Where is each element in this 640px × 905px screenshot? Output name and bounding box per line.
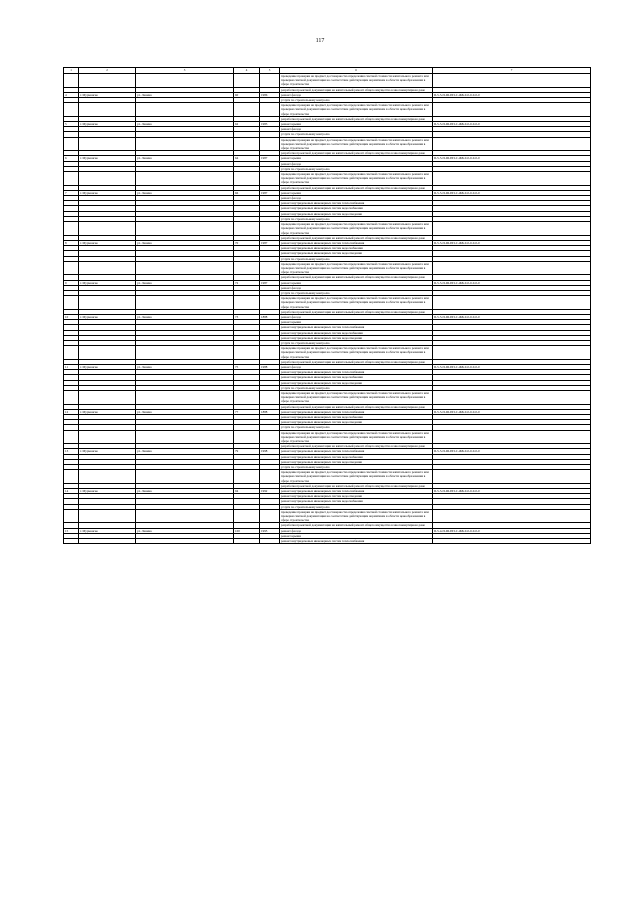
work-type-cell: ремонт внутридомовых инженерных систем водоснабжения	[280, 375, 433, 380]
building-code-cell: II-5-5-П-Ш-ПП-С-ЖБ-0-0-0-0-0-0	[433, 156, 591, 161]
city-cell	[79, 296, 136, 310]
row-number	[64, 470, 79, 484]
work-type-cell: ремонт внутридомовых инженерных систем водоотведения	[280, 420, 433, 425]
year-cell: 1987	[260, 240, 280, 245]
row-number	[64, 539, 79, 544]
work-type-cell: ремонт внутридомовых инженерных систем теплоснабжения	[280, 240, 433, 245]
street-cell	[136, 391, 234, 405]
work-type-cell: ремонт фасада	[280, 314, 433, 319]
work-type-cell: проведение проверки на предмет достоверности определения сметной стоимости капитального ремонта или проверки сметной документации на соответствие действующим нормативам в области ценообразования в сфере строительства	[280, 470, 433, 484]
year-cell: 1988	[260, 364, 280, 369]
work-type-cell: ремонт внутридомовых инженерных систем теплоснабжения	[280, 539, 433, 544]
work-type-cell: услуги по строительному контролю	[280, 340, 433, 345]
work-type-cell: ремонт внутридомовых инженерных систем водоснабжения	[280, 499, 433, 504]
work-type-cell: разработка проектной документации на капитальный ремонт общего имущества в многоквартирном доме	[280, 404, 433, 409]
city-cell	[79, 470, 136, 484]
house-number-cell	[234, 296, 260, 310]
work-type-cell: услуги по строительному контролю	[280, 216, 433, 221]
city-cell: г. Мурманско	[79, 240, 136, 245]
street-cell: ул. Ленина	[136, 92, 234, 97]
work-type-cell: ремонт внутридомовых инженерных систем теплоснабжения	[280, 409, 433, 414]
capital-repair-table	[63, 67, 591, 544]
building-code-cell: II-5-4-П-Ш-ПП-С-ЖБ-0-0-0-0-0-0	[433, 528, 591, 533]
work-type-cell: разработка проектной документации на капитальный ремонт общего имущества в многоквартирном доме	[280, 275, 433, 280]
city-cell: г. Мурманско	[79, 449, 136, 454]
row-number	[64, 346, 79, 360]
city-cell	[79, 137, 136, 151]
street-cell	[136, 470, 234, 484]
building-code-cell: II-5-5-П-Ш-ПП-С-ЖБ-0-0-0-0-0-0	[433, 364, 591, 369]
city-cell: г. Мурманско	[79, 92, 136, 97]
street-cell: ул. Ленина	[136, 190, 234, 195]
table-row	[64, 470, 591, 484]
house-number-cell: 60	[234, 92, 260, 97]
year-cell: 1995	[260, 528, 280, 533]
work-type-cell: разработка проектной документации на капитальный ремонт общего имущества в многоквартирном доме	[280, 116, 433, 121]
column-number: 4	[234, 68, 260, 74]
work-type-cell: ремонт внутридомовых инженерных систем теплоснабжения	[280, 370, 433, 375]
house-number-cell	[234, 261, 260, 275]
row-number: 13	[64, 449, 79, 454]
year-cell	[260, 430, 280, 444]
house-number-cell	[234, 430, 260, 444]
work-type-cell: услуги по строительному контролю	[280, 132, 433, 137]
street-cell	[136, 222, 234, 236]
work-type-cell: разработка проектной документации на капитальный ремонт общего имущества в многоквартирном доме	[280, 185, 433, 190]
table-row	[64, 103, 591, 117]
row-number: 5	[64, 122, 79, 127]
city-cell	[79, 222, 136, 236]
work-type-cell: услуги по строительному контролю	[280, 166, 433, 171]
work-type-cell: ремонт внутридомовых инженерных систем водоснабжения	[280, 206, 433, 211]
work-type-cell: ремонт крыши	[280, 280, 433, 285]
year-cell: 1987	[260, 156, 280, 161]
work-type-cell: разработка проектной документации на капитальный ремонт общего имущества в многоквартирном доме	[280, 87, 433, 92]
table-row	[64, 539, 591, 544]
city-cell: г. Мурманско	[79, 409, 136, 414]
work-type-cell: ремонт внутридомовых инженерных систем теплоснабжения	[280, 325, 433, 330]
city-cell: г. Мурманско	[79, 122, 136, 127]
work-type-cell: ремонт внутридомовых инженерных систем водоотведения	[280, 335, 433, 340]
work-type-cell: проведение проверки на предмет достоверности определения сметной стоимости капитального ремонта или проверки сметной документации на соответствие действующим нормативам в области ценообразования в сфере строительства	[280, 137, 433, 151]
street-cell: ул. Ленина	[136, 449, 234, 454]
street-cell	[136, 261, 234, 275]
table-row	[64, 74, 591, 88]
building-code-cell: II-5-5-П-Ш-ПП-С-ЖБ-0-0-0-0-0-0	[433, 92, 591, 97]
work-type-cell: ремонт внутридомовых инженерных систем теплоснабжения	[280, 449, 433, 454]
year-cell	[260, 296, 280, 310]
house-number-cell	[234, 137, 260, 151]
building-code-cell	[433, 74, 591, 88]
row-number: 4	[64, 92, 79, 97]
building-code-cell	[433, 539, 591, 544]
street-cell	[136, 74, 234, 88]
work-type-cell: проведение проверки на предмет достоверности определения сметной стоимости капитального ремонта или проверки сметной документации на соответствие действующим нормативам в области ценообразования в сфере строительства	[280, 509, 433, 523]
city-cell	[79, 172, 136, 186]
city-cell	[79, 103, 136, 117]
work-type-cell: ремонт внутридомовых инженерных систем водоснабжения	[280, 454, 433, 459]
work-type-cell: ремонт фасада	[280, 364, 433, 369]
work-type-cell: проведение проверки на предмет достоверности определения сметной стоимости капитального ремонта или проверки сметной документации на соответствие действующим нормативам в области ценообразования в сфере строительства	[280, 172, 433, 186]
street-cell	[136, 539, 234, 544]
work-type-cell: проведение проверки на предмет достоверности определения сметной стоимости капитального ремонта или проверки сметной документации на соответствие действующим нормативам в области ценообразования в сфере строительства	[280, 261, 433, 275]
house-number-cell	[234, 103, 260, 117]
year-cell: 1992	[260, 489, 280, 494]
row-number	[64, 137, 79, 151]
building-code-cell: II-5-5-П-Ш-ПП-С-ЖБ-0-0-0-0-0-0	[433, 489, 591, 494]
city-cell: г. Мурманско	[79, 190, 136, 195]
year-cell: 1888	[260, 314, 280, 319]
house-number-cell: 73	[234, 314, 260, 319]
street-cell	[136, 296, 234, 310]
city-cell	[79, 391, 136, 405]
house-number-cell: 70	[234, 240, 260, 245]
building-code-cell	[433, 509, 591, 523]
work-type-cell: услуги по строительному контролю	[280, 465, 433, 470]
work-type-cell: проведение проверки на предмет достоверности определения сметной стоимости капитального ремонта или проверки сметной документации на соответствие действующим нормативам в области ценообразования в сфере строительства	[280, 74, 433, 88]
work-type-cell: услуги по строительному контролю	[280, 385, 433, 390]
house-number-cell: 77	[234, 409, 260, 414]
row-number: 12	[64, 409, 79, 414]
year-cell	[260, 74, 280, 88]
year-cell	[260, 539, 280, 544]
column-number: 5	[260, 68, 280, 74]
street-cell	[136, 430, 234, 444]
row-number: 14	[64, 489, 79, 494]
building-code-cell	[433, 391, 591, 405]
row-number: 6	[64, 156, 79, 161]
row-number: 15	[64, 528, 79, 533]
building-code-cell	[433, 296, 591, 310]
table-row	[64, 137, 591, 151]
year-cell	[260, 103, 280, 117]
city-cell	[79, 509, 136, 523]
work-type-cell: ремонт внутридомовых инженерных систем теплоснабжения	[280, 489, 433, 494]
work-type-cell: проведение проверки на предмет достоверности определения сметной стоимости капитального ремонта или проверки сметной документации на соответствие действующим нормативам в области ценообразования в сфере строительства	[280, 391, 433, 405]
year-cell: 1888	[260, 409, 280, 414]
work-type-cell: ремонт внутридомовых инженерных систем водоотведения	[280, 211, 433, 216]
row-number: 7	[64, 190, 79, 195]
year-cell	[260, 391, 280, 405]
row-number	[64, 222, 79, 236]
work-type-cell: услуги по строительному контролю	[280, 425, 433, 430]
house-number-cell	[234, 391, 260, 405]
building-code-cell: II-5-5-П-Ш-ПП-С-ЖБ-0-0-0-0-0-0	[433, 280, 591, 285]
work-type-cell: ремонт внутридомовых инженерных систем водоснабжения	[280, 246, 433, 251]
work-type-cell: ремонт крыши	[280, 190, 433, 195]
work-type-cell: ремонт фасада	[280, 161, 433, 166]
year-cell: 1987	[260, 280, 280, 285]
work-type-cell: ремонт крыши	[280, 156, 433, 161]
work-type-cell: ремонт внутридомовых инженерных систем водоотведения	[280, 459, 433, 464]
row-number	[64, 430, 79, 444]
work-type-cell: разработка проектной документации на капитальный ремонт общего имущества в многоквартирном доме	[280, 483, 433, 488]
house-number-cell: 100	[234, 528, 260, 533]
year-cell	[260, 346, 280, 360]
row-number	[64, 172, 79, 186]
house-number-cell: 62	[234, 122, 260, 127]
work-type-cell: ремонт внутридомовых инженерных систем водоотведения	[280, 251, 433, 256]
street-cell: ул. Ленина	[136, 528, 234, 533]
house-number-cell	[234, 539, 260, 544]
row-number	[64, 261, 79, 275]
street-cell	[136, 103, 234, 117]
building-code-cell: II-5-5-П-Ш-ПП-С-ЖБ-0-0-0-0-0-0	[433, 190, 591, 195]
table-row	[64, 172, 591, 186]
city-cell	[79, 430, 136, 444]
year-cell	[260, 222, 280, 236]
table-row	[64, 222, 591, 236]
city-cell: г. Мурманско	[79, 364, 136, 369]
column-number: 7	[433, 68, 591, 74]
work-type-cell: разработка проектной документации на капитальный ремонт общего имущества в многоквартирном доме	[280, 359, 433, 364]
row-number: 8	[64, 240, 79, 245]
row-number	[64, 509, 79, 523]
year-cell: 1987	[260, 190, 280, 195]
house-number-cell: 75	[234, 364, 260, 369]
column-number: 1	[64, 68, 79, 74]
work-type-cell: разработка проектной документации на капитальный ремонт общего имущества в многоквартирном доме	[280, 444, 433, 449]
building-code-cell: II-5-5-П-Ш-ПП-С-ЖБ-0-0-0-0-0-0	[433, 314, 591, 319]
work-type-cell: разработка проектной документации на капитальный ремонт общего имущества в многоквартирном доме	[280, 523, 433, 528]
work-type-cell: проведение проверки на предмет достоверности определения сметной стоимости капитального ремонта или проверки сметной документации на соответствие действующим нормативам в области ценообразования в сфере строительства	[280, 346, 433, 360]
street-cell	[136, 509, 234, 523]
work-type-cell: ремонт фасада	[280, 528, 433, 533]
column-number: 3	[136, 68, 234, 74]
column-number: 6	[280, 68, 433, 74]
table-row	[64, 430, 591, 444]
work-type-cell: ремонт фасада	[280, 196, 433, 201]
street-cell: ул. Ленина	[136, 240, 234, 245]
city-cell: г. Мурманско	[79, 280, 136, 285]
row-number	[64, 391, 79, 405]
page-number: 117	[315, 38, 325, 44]
work-type-cell: ремонт фасада	[280, 285, 433, 290]
work-type-cell: ремонт внутридомовых инженерных систем водоснабжения	[280, 330, 433, 335]
street-cell: ул. Ленина	[136, 314, 234, 319]
year-cell	[260, 261, 280, 275]
street-cell: ул. Ленина	[136, 489, 234, 494]
city-cell: г. Мурманско	[79, 156, 136, 161]
work-type-cell: разработка проектной документации на капитальный ремонт общего имущества в многоквартирном доме	[280, 235, 433, 240]
work-type-cell: ремонт крыши	[280, 122, 433, 127]
table-row	[64, 509, 591, 523]
building-code-cell	[433, 261, 591, 275]
city-cell: г. Мурманско	[79, 528, 136, 533]
house-number-cell	[234, 470, 260, 484]
street-cell	[136, 137, 234, 151]
street-cell: ул. Ленина	[136, 364, 234, 369]
year-cell	[260, 137, 280, 151]
work-type-cell: услуги по строительному контролю	[280, 504, 433, 509]
work-type-cell: ремонт внутридомовых инженерных систем водоотведения	[280, 494, 433, 499]
house-number-cell: 79	[234, 449, 260, 454]
year-cell: 1986	[260, 92, 280, 97]
row-number	[64, 74, 79, 88]
building-code-cell	[433, 430, 591, 444]
house-number-cell	[234, 509, 260, 523]
building-code-cell: II-5-5-П-Ш-ПП-С-ЖБ-0-0-0-0-0-0	[433, 240, 591, 245]
year-cell: 1998	[260, 449, 280, 454]
street-cell	[136, 172, 234, 186]
work-type-cell: услуги по строительному контролю	[280, 98, 433, 103]
table-row	[64, 296, 591, 310]
building-code-cell	[433, 346, 591, 360]
building-code-cell: II-5-5-П-Ш-ПП-С-ЖБ-0-0-0-0-0-0	[433, 449, 591, 454]
work-type-cell: разработка проектной документации на капитальный ремонт общего имущества в многоквартирном доме	[280, 309, 433, 314]
year-cell	[260, 470, 280, 484]
city-cell	[79, 539, 136, 544]
building-code-cell	[433, 470, 591, 484]
table-row	[64, 346, 591, 360]
work-type-cell: проведение проверки на предмет достоверности определения сметной стоимости капитального ремонта или проверки сметной документации на соответствие действующим нормативам в области ценообразования в сфере строительства	[280, 222, 433, 236]
building-code-cell	[433, 137, 591, 151]
street-cell: ул. Ленина	[136, 409, 234, 414]
row-number	[64, 103, 79, 117]
city-cell: г. Мурманско	[79, 314, 136, 319]
house-number-cell: 64	[234, 156, 260, 161]
house-number-cell: 72	[234, 280, 260, 285]
row-number: 9	[64, 280, 79, 285]
work-type-cell: ремонт внутридомовых инженерных систем теплоснабжения	[280, 201, 433, 206]
building-code-cell: II-5-5-П-Ш-ПП-С-ЖБ-0-0-0-0-0-0	[433, 122, 591, 127]
house-number-cell	[234, 346, 260, 360]
building-code-cell: II-5-5-П-Ш-ПП-С-ЖБ-0-0-0-0-0-0	[433, 409, 591, 414]
street-cell	[136, 346, 234, 360]
work-type-cell: ремонт внутридомовых инженерных систем водоснабжения	[280, 415, 433, 420]
work-type-cell: проведение проверки на предмет достоверности определения сметной стоимости капитального ремонта или проверки сметной документации на соответствие действующим нормативам в области ценообразования в сфере строительства	[280, 103, 433, 117]
street-cell: ул. Ленина	[136, 122, 234, 127]
building-code-cell	[433, 172, 591, 186]
row-number	[64, 296, 79, 310]
work-type-cell: ремонт крыши	[280, 320, 433, 325]
street-cell: ул. Ленина	[136, 280, 234, 285]
city-cell	[79, 346, 136, 360]
row-number: 10	[64, 314, 79, 319]
house-number-cell: 66	[234, 190, 260, 195]
work-type-cell: ремонт фасада	[280, 127, 433, 132]
year-cell	[260, 172, 280, 186]
city-cell	[79, 261, 136, 275]
work-type-cell: ремонт фасада	[280, 92, 433, 97]
house-number-cell: 94	[234, 489, 260, 494]
work-type-cell: проведение проверки на предмет достоверности определения сметной стоимости капитального ремонта или проверки сметной документации на соответствие действующим нормативам в области ценообразования в сфере строительства	[280, 296, 433, 310]
table-row	[64, 261, 591, 275]
street-cell: ул. Ленина	[136, 156, 234, 161]
work-type-cell: разработка проектной документации на капитальный ремонт общего имущества в многоквартирном доме	[280, 151, 433, 156]
year-cell	[260, 509, 280, 523]
table-row	[64, 391, 591, 405]
city-cell: г. Мурманско	[79, 489, 136, 494]
work-type-cell: проведение проверки на предмет достоверности определения сметной стоимости капитального ремонта или проверки сметной документации на соответствие действующим нормативам в области ценообразования в сфере строительства	[280, 430, 433, 444]
work-type-cell: ремонт внутридомовых инженерных систем водоотведения	[280, 380, 433, 385]
building-code-cell	[433, 103, 591, 117]
row-number: 11	[64, 364, 79, 369]
work-type-cell: ремонт крыши	[280, 533, 433, 538]
house-number-cell	[234, 74, 260, 88]
house-number-cell	[234, 222, 260, 236]
house-number-cell	[234, 172, 260, 186]
building-code-cell	[433, 222, 591, 236]
work-type-cell: услуги по строительному контролю	[280, 256, 433, 261]
year-cell: 1983	[260, 122, 280, 127]
city-cell	[79, 74, 136, 88]
column-number: 2	[79, 68, 136, 74]
work-type-cell: услуги по строительному контролю	[280, 290, 433, 295]
